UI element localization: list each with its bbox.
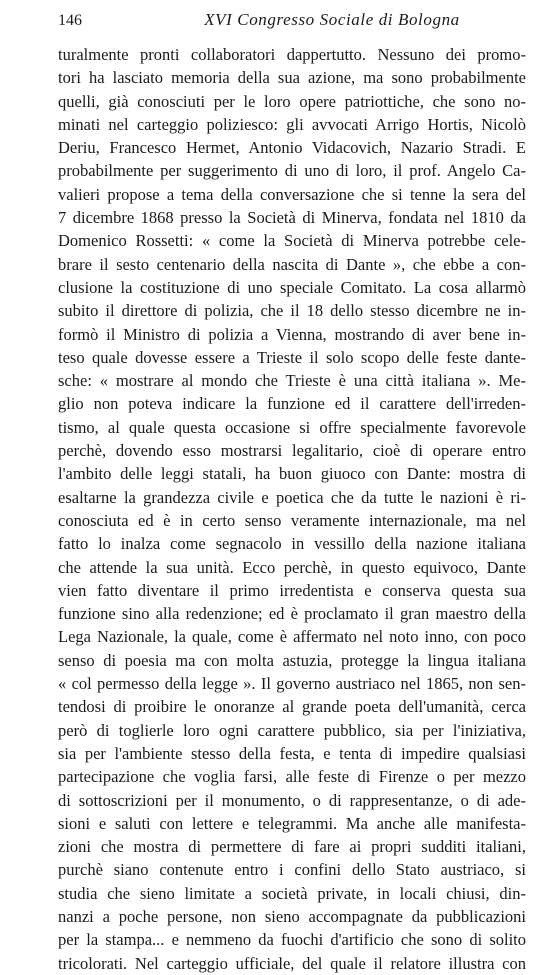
text-line: partecipazione che voglia farsi, alle feste di Firenze o per mezzo <box>58 767 526 787</box>
text-line: nanzi a poche persone, non sieno accompagnate da pubblicazioni <box>58 906 526 926</box>
text-line: sia per l'ambiente stesso della festa, e tenta di impedire qualsiasi <box>58 743 526 763</box>
text-line: subito il direttore di polizia, che il 18 dello stesso dicembre ne in- <box>58 301 526 321</box>
text-line: tismo, al quale questa occasione si offre specialmente favorevole <box>58 417 526 437</box>
text-line: 7 dicembre 1868 presso la Società di Minerva, fondata nel 1810 da <box>58 208 526 228</box>
text-line: vien fatto diventare il primo irredentista e conserva questa sua <box>58 580 526 600</box>
running-head: XVI Congresso Sociale di Bologna <box>204 10 460 29</box>
text-line: però di toglierle loro ogni carattere pubblico, sia per l'iniziativa, <box>58 720 526 740</box>
text-line: probabilmente per suggerimento di uno di loro, il prof. Angelo Ca- <box>58 161 526 181</box>
text-line: l'ambito delle leggi statali, ha buon giuoco con Dante: mostra di <box>58 464 526 484</box>
text-line: che attende la sua unità. Ecco perchè, in questo equivoco, Dante <box>58 557 526 577</box>
text-line: Lega Nazionale, la quale, come è affermato nel noto inno, con poco <box>58 627 526 647</box>
text-line: formò il Ministro di polizia a Vienna, mostrando di aver bene in- <box>58 324 526 344</box>
text-line: per la stampa... e nemmeno da fuochi d'artificio che sono di solito <box>58 930 526 950</box>
text-line: Deriu, Francesco Hermet, Antonio Vidacovich, Nazario Stradi. E <box>58 138 526 158</box>
page-header <box>58 10 526 34</box>
text-line: valieri propose a tema della conversazione che si tenne la sera del <box>58 184 526 204</box>
body-text <box>58 43 526 975</box>
text-line: clusione la costituzione di uno speciale Comitato. La cosa allarmò <box>58 277 526 297</box>
text-line: conosciuta ed è in certo senso veramente internazionale, ma nel <box>58 510 526 530</box>
text-line: minati nel carteggio poliziesco: gli avvocati Arrigo Hortis, Nicolò <box>58 114 526 134</box>
text-line: tendosi di proibire le onoranze al grande poeta dell'umanità, cerca <box>58 697 526 717</box>
text-line: zioni che mostra di permettere di fare ai propri sudditi italiani, <box>58 837 526 857</box>
text-line: perchè, dovendo esso mostrarsi legalitario, cioè di operare entro <box>58 441 526 461</box>
text-line: esaltarne la grandezza civile e poetica che da tutte le nazioni è ri- <box>58 487 526 507</box>
text-line: tori ha lasciato memoria della sua azione, ma sono probabilmente <box>58 68 526 88</box>
text-line: di sottoscrizioni per il monumento, o di rappresentanze, o di ade- <box>58 790 526 810</box>
text-line: senso di poesia ma con molta astuzia, protegge la lingua italiana <box>58 650 526 670</box>
text-line: Domenico Rossetti: « come la Società di Minerva potrebbe cele- <box>58 231 526 251</box>
text-line: tricolorati. Nel carteggio ufficiale, del quale il relatore illustra con <box>58 953 526 973</box>
text-line: « col permesso della legge ». Il governo austriaco nel 1865, non sen- <box>58 674 526 694</box>
text-line: sche: « mostrare al mondo che Trieste è una città italiana ». Me- <box>58 371 526 391</box>
page-number: 146 <box>58 12 82 29</box>
text-line: quelli, già conosciuti per le loro opere patriottiche, che sono no- <box>58 91 526 111</box>
text-line: funzione sino alla redenzione; ed è proclamato il gran maestro della <box>58 604 526 624</box>
text-line: purchè siano contenute entro i confini dello Stato austriaco, si <box>58 860 526 880</box>
text-line: studia che sieno limitate a società private, in locali chiusi, din- <box>58 883 526 903</box>
text-line: glio non poteva indicare la funzione ed il carattere dell'irreden- <box>58 394 526 414</box>
text-line: sioni e saluti con lettere e telegrammi. Ma anche alle manifesta- <box>58 813 526 833</box>
text-line: brare il sesto centenario della nascita di Dante », che ebbe a con- <box>58 254 526 274</box>
text-line: fatto lo inalza come segnacolo in vessillo della nazione italiana <box>58 534 526 554</box>
text-line: teso quale dovesse essere a Trieste il solo scopo delle feste dante- <box>58 347 526 367</box>
text-line: turalmente pronti collaboratori dappertutto. Nessuno dei promo- <box>58 45 526 64</box>
